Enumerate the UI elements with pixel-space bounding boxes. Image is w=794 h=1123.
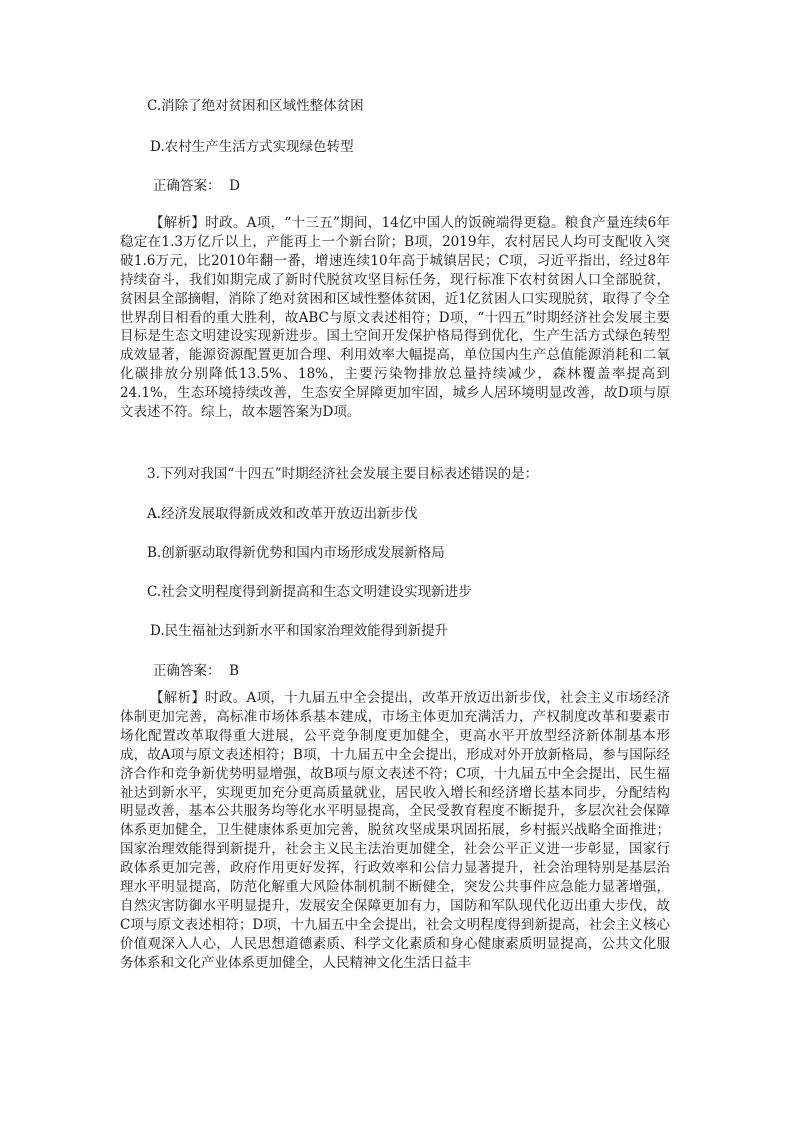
- q3-analysis: 【解析】时政。A项，十九届五中全会提出，改革开放迈出新步伐，社会主义市场经济体制更加完善，高标准市场体系基本建成，市场主体更加充满活力，产权制度改革和要素市场化配置改革取得重大进展，公平竞争制度更加健全，更高水平开放型经济新体制基本形成，故A项与原文表述相符；B项，十九届五中全会提出，形成对外开放新格局，参与国际经济合作和竞争新优势明显增强，故B项与原文表述不符；C项，十九届五中全会提出，民生福祉达到新水平，实现更加充分更高质量就业，居民收入增长和经济增长基本同步，分配结构明显改善，基本公共服务均等化水平明显提高，全民受教育程度不断提升，多层次社会保障体系更加健全，卫生健康体系更加完善，脱贫攻坚成果巩固拓展，乡村振兴战略全面推进；国家治理效能得到新提升，社会主义民主法治更加健全，社会公平正义进一步彰显，国家行政体系更加完善，政府作用更好发挥，行政效率和公信力显著提升，社会治理特别是基层治理水平明显提高，防范化解重大风险体制机制不断健全，突发公共事件应急能力显著增强，自然灾害防御水平明显提升，发展安全保障更加有力，国防和军队现代化迈出重大步伐，故C项与原文表述相符；D项，十九届五中全会提出，社会文明程度得到新提高，社会主义核心价值观深入人心，人民思想道德素质、科学文化素质和身心健康素质明显提高，公共文化服务体系和文化产业体系更加健全，人民精神文化生活日益丰: [120, 690, 670, 971]
- q2-option-d: D.农村生产生活方式实现绿色转型: [150, 139, 354, 155]
- q2-option-c: C.消除了绝对贫困和区域性整体贫困: [147, 98, 364, 114]
- q2-analysis: 【解析】时政。A项，“十三五”期间，14亿中国人的饭碗端得更稳。粮食产量连续6年稳定在1.3万亿斤以上，产能再上一个新台阶；B项，2019年，农村居民人均可支配收入突破1.6万元，比2010年翻一番，增速连续10年高于城镇居民；C项，习近平指出，经过8年持续奋斗，我们如期完成了新时代脱贫攻坚目标任务，现行标准下农村贫困人口全部脱贫，贫困县全部摘帽，消除了绝对贫困和区域性整体贫困，近1亿贫困人口实现脱贫，取得了令全世界刮目相看的重大胜利，故ABC与原文表述相符；D项，“十四五”时期经济社会发展主要目标是生态文明建设实现新进步。国土空间开发保护格局得到优化，生产生活方式绿色转型成效显著，能源资源配置更加合理、利用效率大幅提高，单位国内生产总值能源消耗和二氧化碳排放分别降低13.5%、18%，主要污染物排放总量持续减少，森林覆盖率提高到24.1%，生态环境持续改善，生态安全屏障更加牢固，城乡人居环境明显改善，故D项与原文表述不符。综上，故本题答案为D项。: [120, 215, 670, 421]
- q3-option-c: C.社会文明程度得到新提高和生态文明建设实现新进步: [147, 584, 472, 600]
- q3-question: 3.下列对我国“十四五”时期经济社会发展主要目标表述错误的是：: [147, 466, 539, 482]
- q3-correct-answer: 正确答案： B: [153, 663, 240, 679]
- q2-correct-answer: 正确答案： D: [153, 178, 240, 194]
- q3-option-b: B.创新驱动取得新优势和国内市场形成发展新格局: [147, 545, 445, 561]
- q3-option-a: A.经济发展取得新成效和改革开放迈出新步伐: [147, 506, 418, 522]
- q3-option-d: D.民生福祉达到新水平和国家治理效能得到新提升: [150, 623, 449, 639]
